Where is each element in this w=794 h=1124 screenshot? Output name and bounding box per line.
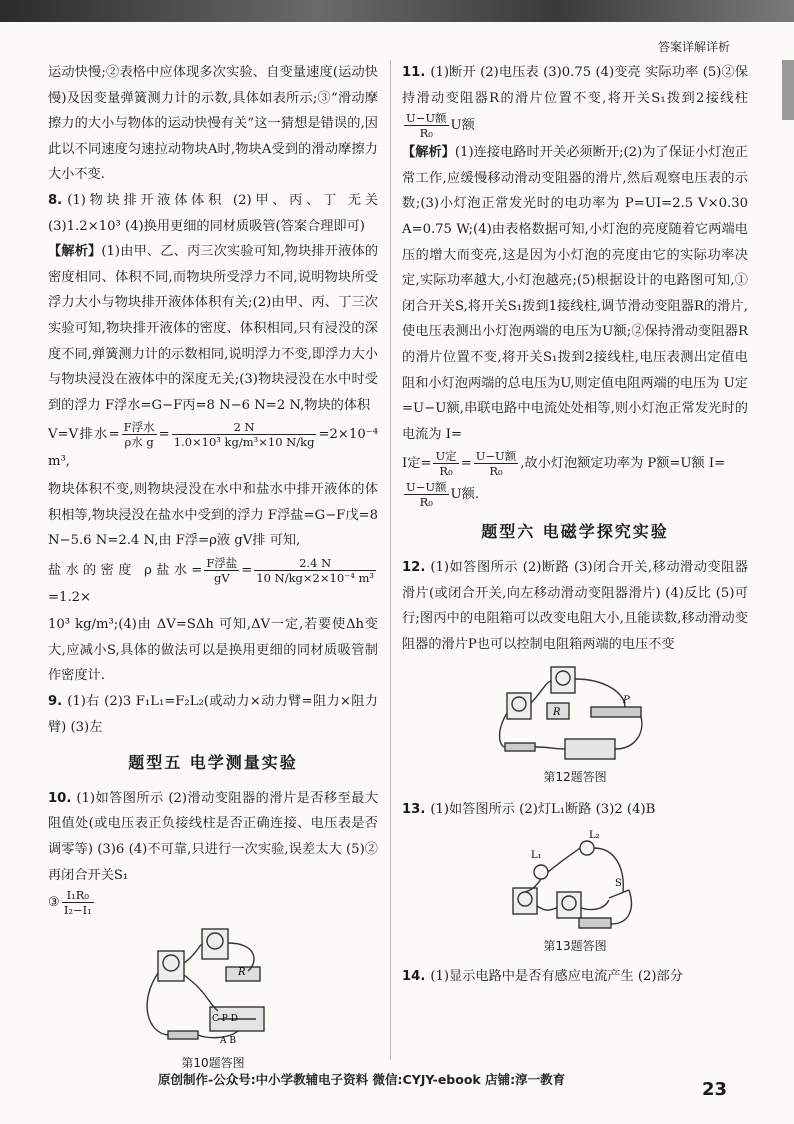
svg-text:R: R: [238, 967, 246, 979]
q11-answer: 11. (1)断开 (2)电压表 (3)0.75 (4)变亮 实际功率 (5)②保持滑动变阻器R的滑片位置不变,将开关S₁拨到2接线柱 $\frac{\text{U−U额}}{\text{R₀}}$ U额: [402, 65, 748, 141]
svg-text:L₂: L₂: [589, 830, 600, 842]
q13-answer: 13. (1)如答图所示 (2)灯L₁断路 (3)2 (4)B: [402, 801, 656, 817]
fraction: $\frac{\text{I₁R₀}}{\text{I₂−I₁}}$: [63, 888, 92, 918]
q10-caption: 第10题答图: [181, 1056, 245, 1071]
q8-analysis: 【解析】(1)由甲、乙、丙三次实验可知,物块排开液体的密度相同、体积不同,而物块所受浮力不同,说明物块所受浮力大小与物块排开液体体积有关;(2)由甲、丙、丁三次实验可知,物块排开液体的密度、体积相同,只有浸没的深度不同,弹簧测力计的示数相同,说明浮力不变,即浮力大小与物块浸没在液体中的深度无关;(3)物块浸没在水中时受到的浮力 F浮水=G−F丙=8 N−6 N=2 N,物块的体积: [48, 244, 379, 413]
q8-equation-volume: V=V排水= $\frac{\text{F浮水}}{\text{ρ水 g}}$ = $\frac{2 N}{\text{1.0×10³ kg/m³×10 N/kg}}$ =2×10⁻⁴ m³,: [48, 420, 378, 470]
fraction: $\frac{\text{U−U额}}{\text{R₀}}$: [475, 449, 517, 479]
q11-analysis: 【解析】(1)连接电路时开关必须断开;(2)为了保证小灯泡正常工作,应缓慢移动滑动变阻器的滑片,然后观察电压表的示数;(3)小灯泡正常发光时的电功率为 P=UI=2.5 V×0.30 A=0.75 W;(4)由表格数据可知,小灯泡的亮度随着它两端电压的增大而变亮,这是因为小灯泡的亮度由它的实际功率决定,实际功率越大,小灯泡越亮;(5)根据设计的电路图可知,①闭合开关S,将开关S₁拨到1接线柱,调节滑动变阻器R的滑片,使电压表测出小灯泡两端的电压为U额;②保持滑动变阻器R的滑片位置不变,将开关S₁拨到2接线柱,电压表测出定值电阻和小灯泡两端的总电压为U,则定值电阻两端的电压为 U定=U−U额,串联电路中电流处处相等,则小灯泡正常发光时的电流为 I=: [402, 145, 748, 442]
fraction: $\frac{\text{U定}}{\text{R₀}}$: [435, 449, 457, 479]
q13-caption: 第13题答图: [543, 939, 607, 954]
q14-answer: 14. (1)显示电路中是否有感应电流产生 (2)部分: [402, 969, 683, 985]
running-header: 答案详解详析: [657, 40, 730, 54]
q10-answer: 10. (1)如答图所示 (2)滑动变阻器的滑片是否移至最大阻值处(或电压表正负接线柱是否正确连接、电压表是否调零等) (3)6 (4)不可靠,只进行一次实验,误差太大 (5)②再闭合开关S₁: [48, 790, 378, 883]
circuit-diagram-icon: [138, 923, 288, 1051]
column-divider: [390, 60, 391, 1060]
svg-text:C P D: C P D: [212, 1014, 238, 1025]
fraction: $\frac{2.4 N}{\text{10 N/kg×2×10⁻⁴ m³}}$: [256, 555, 374, 585]
fraction: $\frac{\text{F浮水}}{\text{ρ水 g}}$: [123, 420, 155, 450]
fraction: $\frac{\text{U−U额}}{\text{R₀}}$: [406, 111, 447, 141]
q7-continuation: 运动快慢;②表格中应体现多次实验、自变量速度(运动快慢)及因变量弹簧测力计的示数,具体如表所示;③“滑动摩擦力的大小与物体的运动快慢有关”这一猜想是错误的,因此以不同速度匀速拉动物块A时,物块A受到的滑动摩擦力大小不变.: [48, 65, 378, 183]
svg-text:L₁: L₁: [531, 850, 542, 862]
left-column: [48, 60, 378, 1077]
scan-top-band: [0, 0, 794, 22]
fraction: $\frac{\text{U−U额}}{\text{R₀}}$: [406, 480, 447, 510]
q9-answer: 9. (1)右 (2)3 F₁L₁=F₂L₂(或动力×动力臂=阻力×阻力臂) (3)左: [48, 694, 378, 735]
q13-circuit-figure: [505, 828, 645, 934]
q12-caption: 第12题答图: [543, 770, 607, 785]
fraction: $\frac{2 N}{\text{1.0×10³ kg/m³×10 N/kg}}$: [173, 420, 315, 450]
q8-answer: 8. (1)物块排开液体体积 (2)甲、丙、丁 无关 (3)1.2×10³ (4)换用更细的同材质吸管(答案合理即可): [48, 192, 378, 234]
q8-analysis-3: 10³ kg/m³;(4)由 ΔV=SΔh 可知,ΔV一定,若要使Δh变大,应减小S,具体的做法可以是换用更细的同材质吸管制作密度计.: [48, 617, 378, 684]
svg-text:R: R: [553, 707, 561, 719]
q10-circuit-figure: [138, 923, 288, 1051]
section-title-type5: 题型五 电学测量实验: [128, 753, 298, 773]
svg-text:A B: A B: [220, 1036, 236, 1047]
fraction: $\frac{\text{F浮盐}}{gV}$: [206, 555, 238, 585]
circuit-diagram-icon: [505, 828, 645, 934]
q8-equation-density: 盐水的密度 ρ盐水= $\frac{\text{F浮盐}}{gV}$ = $\frac{2.4 N}{\text{10 N/kg×2×10⁻⁴ m³}}$ =1.2×: [48, 555, 374, 605]
page-number: 23: [702, 1079, 728, 1100]
q8-analysis-2: 物块体积不变,则物块浸没在水中和盐水中排开液体的体积相等,物块浸没在盐水中受到的浮力 F浮盐=G−F戊=8 N−5.6 N=2.4 N,由 F浮=ρ液 gV排 可知,: [48, 481, 378, 549]
circuit-diagram-icon: [495, 663, 655, 765]
q10-formula: ③ $\frac{\text{I₁R₀}}{\text{I₂−I₁}}$: [48, 888, 92, 918]
section-title-type6: 题型六 电磁学探究实验: [481, 522, 669, 542]
side-tab-mark: [782, 60, 794, 120]
q12-answer: 12. (1)如答图所示 (2)断路 (3)闭合开关,移动滑动变阻器滑片(或闭合开关,向左移动滑动变阻器滑片) (4)反比 (5)可行;图丙中的电阻箱可以改变电阻大小,且能读数,移动滑动变阻器的滑片P也可以控制电阻箱两端的电压不变: [402, 559, 748, 652]
svg-text:P: P: [623, 695, 630, 707]
svg-text:S: S: [615, 878, 622, 890]
q11-equation: I定= $\frac{\text{U定}}{\text{R₀}}$ = $\frac{\text{U−U额}}{\text{R₀}}$ ,故小灯泡额定功率为 P额=U额 I=: [402, 449, 726, 479]
right-column: [402, 60, 748, 990]
q12-circuit-figure: [495, 663, 655, 765]
q11-equation-power: $\frac{\text{U−U额}}{\text{R₀}}$ U额.: [406, 480, 480, 510]
footer-watermark: 原创制作-公众号:中小学教辅电子资料 微信:CYJY-ebook 店铺:淳一教育: [158, 1072, 566, 1087]
